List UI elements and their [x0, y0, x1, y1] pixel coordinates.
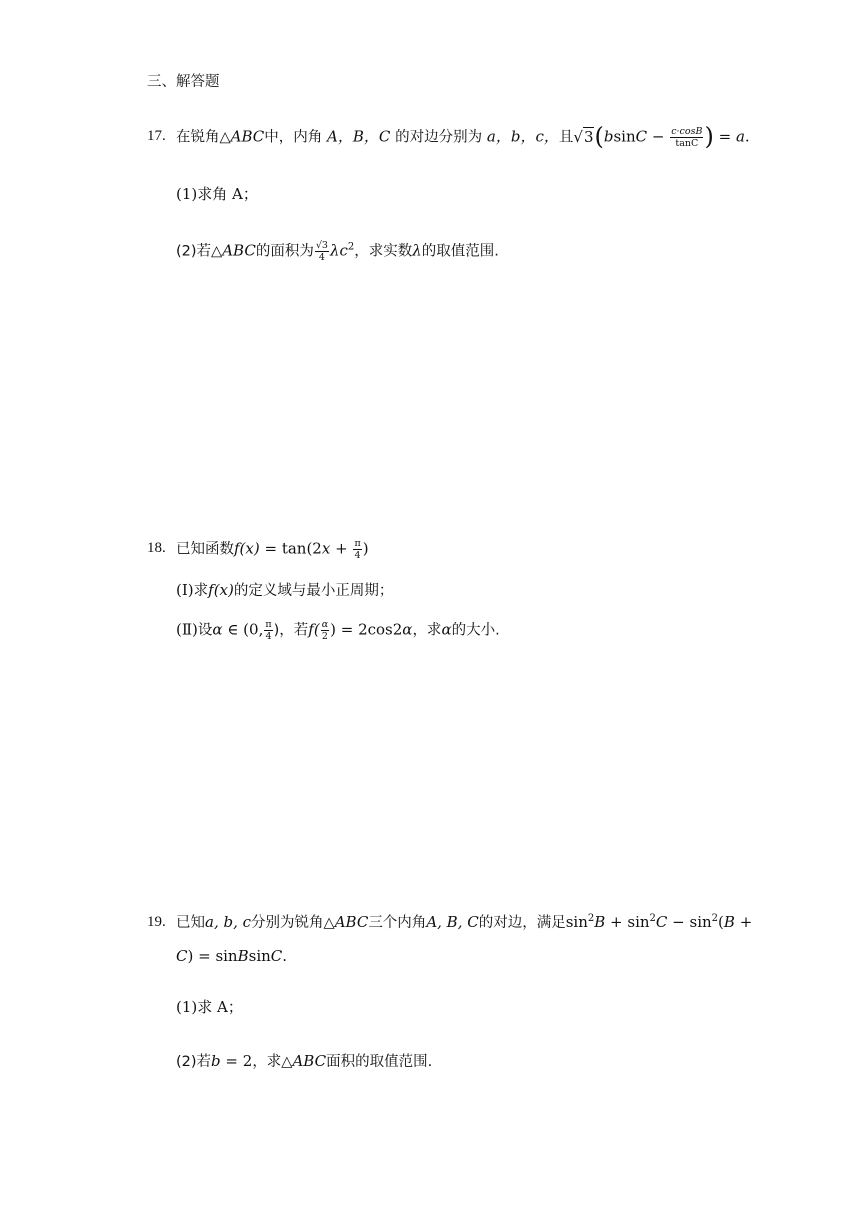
q17-part2-lambda: λc — [329, 241, 348, 260]
q19-line1-sup3: 2 — [711, 913, 719, 924]
q17-stem-sides: a，b，c， — [482, 127, 559, 146]
q19-part2-prefix: (2)若 — [176, 1054, 212, 1070]
q19-line1-B2: B — [723, 913, 735, 931]
q17-eq-equals: = — [713, 127, 736, 146]
q19-part2-end: 面积的取值范围. — [326, 1054, 433, 1070]
q19-line2-eq: ) = sin — [187, 947, 238, 965]
q19-line2-B: B — [237, 947, 249, 965]
q17-part2-end: 的取值范围. — [421, 243, 499, 260]
question-19-line-2 — [176, 946, 287, 966]
q18-part1-text-a: 求 — [193, 583, 209, 599]
q17-stem-prefix: 在锐角△ — [176, 129, 231, 146]
q18-stem-frac-den: 4 — [354, 550, 361, 561]
q19-part2-eq: = 2 — [220, 1052, 253, 1070]
q18-part2-in: ∈ (0, — [222, 620, 264, 639]
q18-part2-eq: ) = 2cos2 — [330, 620, 403, 639]
q19-line1-ABC2: A, B, C — [426, 913, 479, 931]
q19-line1-eq-a: sin — [565, 913, 588, 931]
q18-part1-f: f(x) — [208, 581, 234, 599]
q19-line1-ABC: ABC — [334, 913, 369, 931]
q17-eq-C: C — [635, 127, 648, 146]
q18-part2-close: )，若 — [273, 622, 309, 639]
q17-fraction — [670, 126, 703, 149]
q18-stem-f: f(x) — [234, 539, 260, 558]
q17-part2-mid: 的面积为 — [255, 243, 314, 260]
q17-stem-abc: ABC — [230, 127, 265, 146]
q18-part2-text-a: 设 — [197, 622, 213, 639]
q19-line2-sin: sin — [248, 947, 271, 965]
q18-part2-alpha2: α — [402, 620, 413, 639]
q18-stem-close: ) — [362, 539, 369, 558]
q19-line1-C: C — [655, 913, 668, 931]
question-19-line-1 — [176, 912, 752, 933]
q19-line2-end: . — [282, 947, 288, 965]
q19-line2-C: C — [176, 947, 188, 965]
q19-line1-eq-d: ( — [718, 913, 724, 931]
q17-frac-den: tanC — [675, 138, 699, 149]
q17-part2-frac-den: 4 — [318, 252, 325, 263]
q19-line1-B: B — [594, 913, 606, 931]
q19-part-2 — [176, 1051, 432, 1072]
q17-eq-minus: − — [647, 127, 670, 146]
question-17-stem — [176, 122, 750, 151]
q18-stem-eq: = tan(2 — [259, 539, 322, 558]
q19-part-1: (1)求 A； — [176, 998, 243, 1016]
q18-part2-f: f( — [308, 620, 320, 639]
q17-frac-num: c·cosB — [671, 126, 703, 137]
q18-part2-frac-num: π — [265, 619, 272, 630]
question-18-number: 18. — [147, 540, 166, 556]
q17-right-paren: ) — [704, 122, 714, 151]
q18-part-1 — [176, 580, 393, 601]
q18-stem-frac-num: π — [354, 538, 361, 549]
q18-part2-frac-den: 4 — [265, 631, 272, 642]
q18-part2-text-d: 的大小. — [451, 622, 500, 639]
q17-part-1: (1)求角 A； — [176, 185, 258, 203]
q17-left-paren: ( — [594, 122, 604, 151]
q17-part2-suffix: ，求实数 — [354, 243, 413, 260]
q17-sqrt: √3 — [573, 127, 594, 146]
q18-part1-label: (Ⅰ) — [176, 581, 194, 599]
q18-part-2 — [176, 619, 500, 642]
q19-line1-eq-c: − sin — [667, 913, 712, 931]
q18-part2-frac2-num: α — [321, 619, 329, 630]
q17-part2-lambda2: λ — [412, 241, 422, 260]
q19-line1-eq-b: + sin — [605, 913, 650, 931]
q18-part2-text-c: ，求 — [412, 622, 442, 639]
q17-stem-and: 且 — [558, 129, 574, 146]
question-19-number: 19. — [147, 914, 166, 930]
q18-part1-text-b: 的定义域与最小正周期； — [233, 583, 394, 599]
q17-part2-prefix: (2)若△ — [176, 243, 223, 260]
q19-part2-b: b — [211, 1052, 221, 1070]
q19-line1-abc: a, b, c — [205, 913, 252, 931]
q18-part2-fraction — [264, 619, 272, 642]
q18-stem-fraction — [353, 538, 361, 561]
q17-part2-fraction — [315, 240, 329, 263]
q19-line1-eq-e: + — [734, 913, 753, 931]
q18-part2-alpha: α — [212, 620, 223, 639]
q17-eq-sin: sin — [613, 127, 636, 146]
q17-eq-a: a — [735, 127, 745, 146]
question-17-number: 17. — [147, 128, 166, 144]
q19-line1-sup1: 2 — [587, 913, 595, 924]
q18-stem-plus: + — [330, 539, 353, 558]
q17-part2-abc: ABC — [222, 241, 256, 260]
q19-line1-mid2: 三个内角 — [368, 915, 427, 931]
q18-stem-x: x — [321, 539, 331, 558]
q18-stem-prefix: 已知函数 — [176, 541, 234, 558]
q19-line1-mid3: 的对边，满足 — [478, 915, 566, 931]
q17-stem-mid: 中，内角 — [264, 129, 323, 146]
q17-part2-frac-num: √3 — [315, 240, 328, 251]
q19-line1-prefix: 已知 — [176, 915, 205, 931]
q18-part2-frac2-den: 2 — [321, 631, 328, 642]
q19-line1-mid: 分别为锐角△ — [251, 915, 335, 931]
q17-part-2 — [176, 240, 499, 263]
q19-part2-mid: ，求△ — [252, 1054, 293, 1070]
q17-eq-period: . — [744, 127, 750, 146]
q17-stem-after-vertices: 的对边分别为 — [395, 129, 483, 146]
q19-line2-C2: C — [270, 947, 283, 965]
q19-part2-ABC: ABC — [292, 1052, 327, 1070]
q18-part2-fraction2 — [321, 619, 329, 642]
q18-part2-alpha3: α — [441, 620, 452, 639]
q17-stem-vertices: A，B，C — [322, 127, 396, 146]
q17-part2-sup: 2 — [347, 241, 355, 253]
section-title: 三、解答题 — [147, 74, 220, 90]
q17-eq-b: b — [603, 127, 614, 146]
q19-line1-sup2: 2 — [649, 913, 656, 924]
question-18-stem — [176, 538, 369, 561]
q17-sqrt-radicand: 3 — [583, 127, 594, 146]
q18-part2-label: (Ⅱ) — [176, 620, 198, 639]
